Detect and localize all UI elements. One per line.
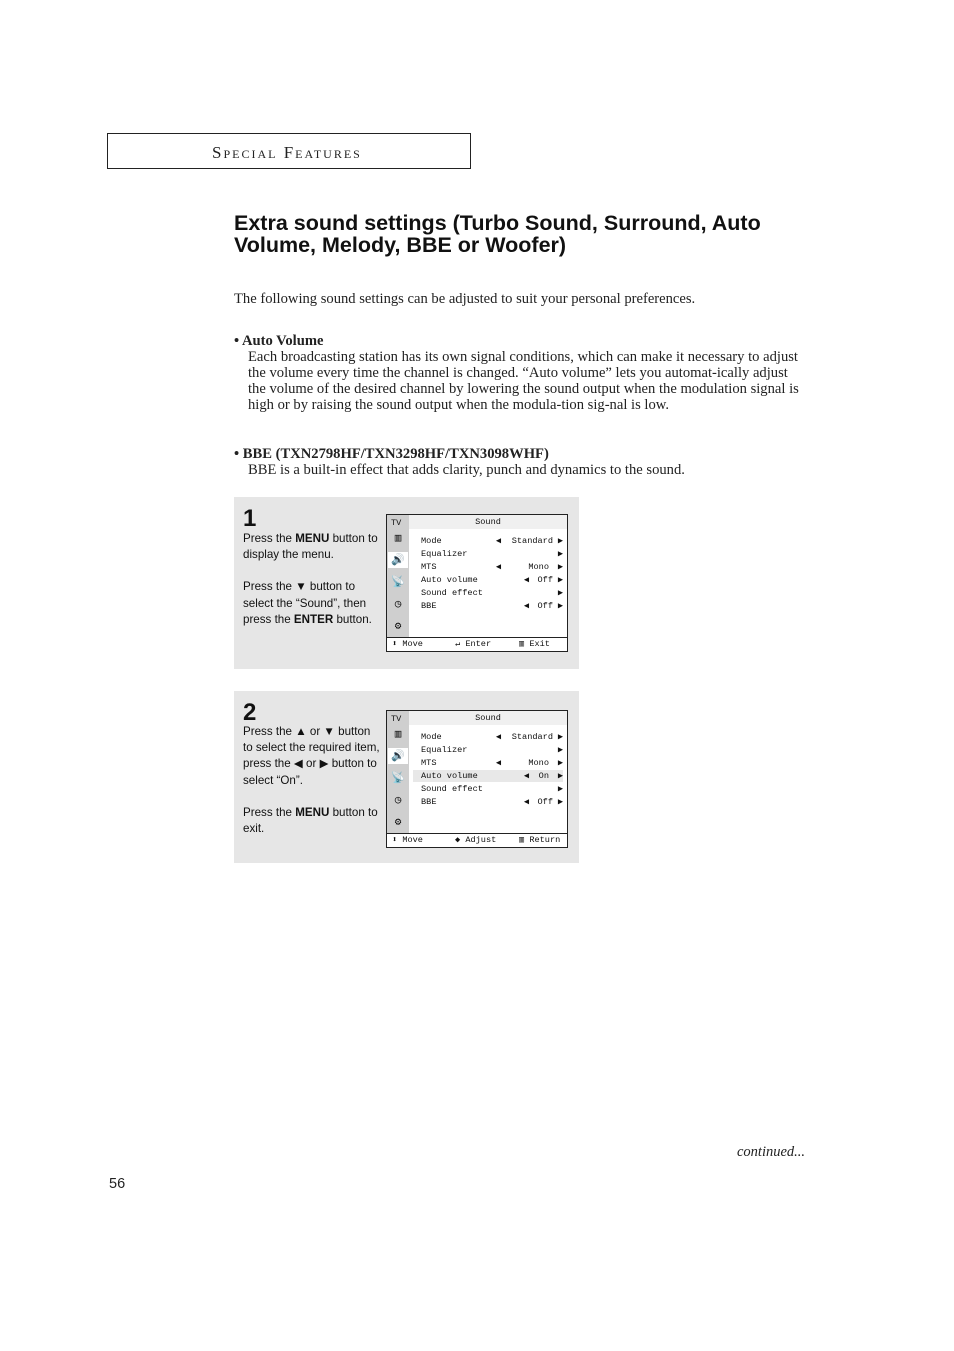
instruction-2: Press the ▼ button to select the “Sound”, then press the ENTER button.	[243, 580, 372, 626]
picture-icon: ▥	[394, 729, 402, 741]
osd-tv-label: TV	[391, 714, 402, 724]
section-header: Special Features	[212, 143, 362, 162]
step-number: 1	[243, 505, 257, 532]
osd-tv-label: TV	[391, 518, 402, 528]
bullet-bbe	[234, 446, 804, 478]
intro-text: The following sound settings can be adjusted to suit your personal preferences.	[234, 291, 696, 307]
step-instructions	[243, 724, 383, 853]
bullet-body: Each broadcasting station has its own signal conditions, which can make it necessary to adjust the volume every time the channel is changed. “Auto volume” lets you automat-ically adjust the volume of the desired channel by lowering the sound output when the modulation signal is high or by raising the sound output when the modula-tion sig-nal is low.	[248, 349, 799, 413]
osd-row: BBE ◀ Off ▶	[421, 601, 563, 611]
osd-row: Sound effect ▶	[421, 588, 563, 598]
channel-icon: 📡	[391, 577, 405, 589]
osd-row: Mode ◀ Standard ▶	[421, 536, 563, 546]
page-number: 56	[109, 1176, 126, 1192]
osd-footer: ⬍ Move ◆ Adjust ▥ Return	[387, 833, 567, 847]
setup-icon: ⚙	[394, 621, 402, 633]
osd-row: Auto volume ◀ Off ▶	[421, 575, 563, 585]
bullet-body: BBE is a built-in effect that adds clarity, punch and dynamics to the sound.	[248, 462, 685, 478]
osd-row-selected: Auto volume ◀ On ▶	[413, 770, 563, 782]
step-instructions	[243, 531, 383, 644]
osd-footer: ⬍ Move ↵ Enter ▥ Exit	[387, 637, 567, 651]
instruction-1: Press the ▲ or ▼ button to select the required item, press the ◀ or ▶ button to select “On”.	[243, 725, 380, 787]
osd-title: Sound	[409, 711, 567, 725]
osd-sound-menu	[386, 514, 568, 652]
step-1-panel	[234, 497, 579, 669]
osd-sound-menu	[386, 710, 568, 848]
osd-title: Sound	[409, 515, 567, 529]
osd-row: MTS ◀ Mono ▶	[421, 758, 563, 768]
bullet-auto-volume	[234, 333, 804, 413]
page-title: Extra sound settings (Turbo Sound, Surround, Auto Volume, Melody, BBE or Woofer)	[234, 211, 761, 257]
bullet-heading: • BBE (TXN2798HF/TXN3298HF/TXN3098WHF)	[234, 446, 549, 462]
osd-row: Sound effect ▶	[421, 784, 563, 794]
step-2-panel	[234, 691, 579, 863]
step-number: 2	[243, 699, 257, 726]
sound-icon: 🔊	[388, 748, 408, 764]
clock-icon: ◷	[394, 599, 402, 611]
clock-icon: ◷	[394, 795, 402, 807]
osd-row: BBE ◀ Off ▶	[421, 797, 563, 807]
bullet-heading: • Auto Volume	[234, 333, 324, 349]
channel-icon: 📡	[391, 773, 405, 785]
continued-note: continued...	[737, 1144, 806, 1160]
instruction-2: Press the MENU button to exit.	[243, 805, 378, 836]
sound-icon: 🔊	[388, 552, 408, 568]
osd-row: Mode ◀ Standard ▶	[421, 732, 563, 742]
section-header-box	[107, 133, 471, 169]
instruction-1: Press the MENU button to display the menu.	[243, 532, 378, 562]
osd-row: Equalizer ▶	[421, 549, 563, 559]
osd-row: Equalizer ▶	[421, 745, 563, 755]
picture-icon: ▥	[394, 533, 402, 545]
osd-row: MTS ◀ Mono ▶	[421, 562, 563, 572]
setup-icon: ⚙	[394, 817, 402, 829]
